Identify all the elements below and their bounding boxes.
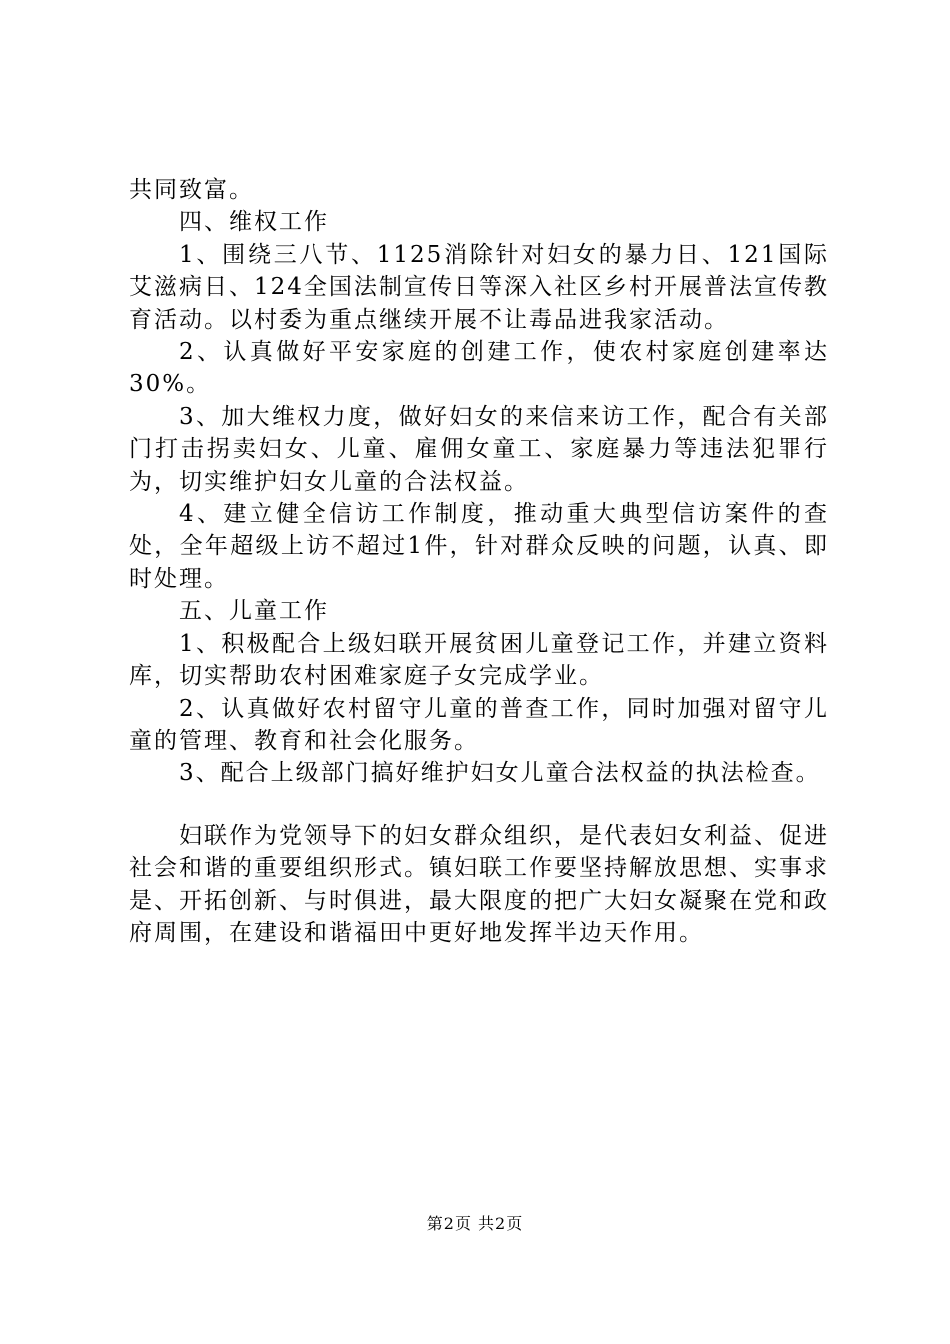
paragraph-children-3: 3、配合上级部门搞好维护妇女儿童合法权益的执法检查。: [179, 760, 821, 787]
section-heading-rights: 四、维权工作: [179, 209, 329, 236]
page-indicator: 第2页 共2页: [426, 1214, 524, 1233]
section-heading-children: 五、儿童工作: [179, 598, 329, 625]
paragraph-rights-1: 1、围绕三八节、1125消除针对妇女的暴力日、121国际艾滋病日、124全国法制宣传日等深入社区乡村开展普法宣传教育活动。以村委为重点继续开展不让毒品进我家活动。: [129, 241, 829, 333]
document-body: [129, 174, 829, 949]
paragraph-rights-3: 3、加大维权力度，做好妇女的来信来访工作，配合有关部门打击拐卖妇女、儿童、雇佣女童工、家庭暴力等违法犯罪行为，切实维护妇女儿童的合法权益。: [129, 403, 829, 495]
paragraph-conclusion: 妇联作为党领导下的妇女群众组织，是代表妇女利益、促进社会和谐的重要组织形式。镇妇联工作要坚持解放思想、实事求是、开拓创新、与时俱进，最大限度的把广大妇女凝聚在党和政府周围，在建设和谐福田中更好地发挥半边天作用。: [129, 822, 829, 946]
paragraph-rights-2: 2、认真做好平安家庭的创建工作，使农村家庭创建率达30%。: [129, 339, 829, 398]
paragraph-rights-4: 4、建立健全信访工作制度，推动重大典型信访案件的查处，全年超级上访不超过1件，针对群众反映的问题，认真、即时处理。: [129, 501, 829, 592]
paragraph-children-1: 1、积极配合上级妇联开展贫困儿童登记工作，并建立资料库，切实帮助农村困难家庭子女完成学业。: [129, 630, 829, 690]
paragraph-children-2: 2、认真做好农村留守儿童的普查工作，同时加强对留守儿童的管理、教育和社会化服务。: [129, 695, 829, 754]
paragraph-continuation: 共同致富。: [129, 177, 254, 203]
